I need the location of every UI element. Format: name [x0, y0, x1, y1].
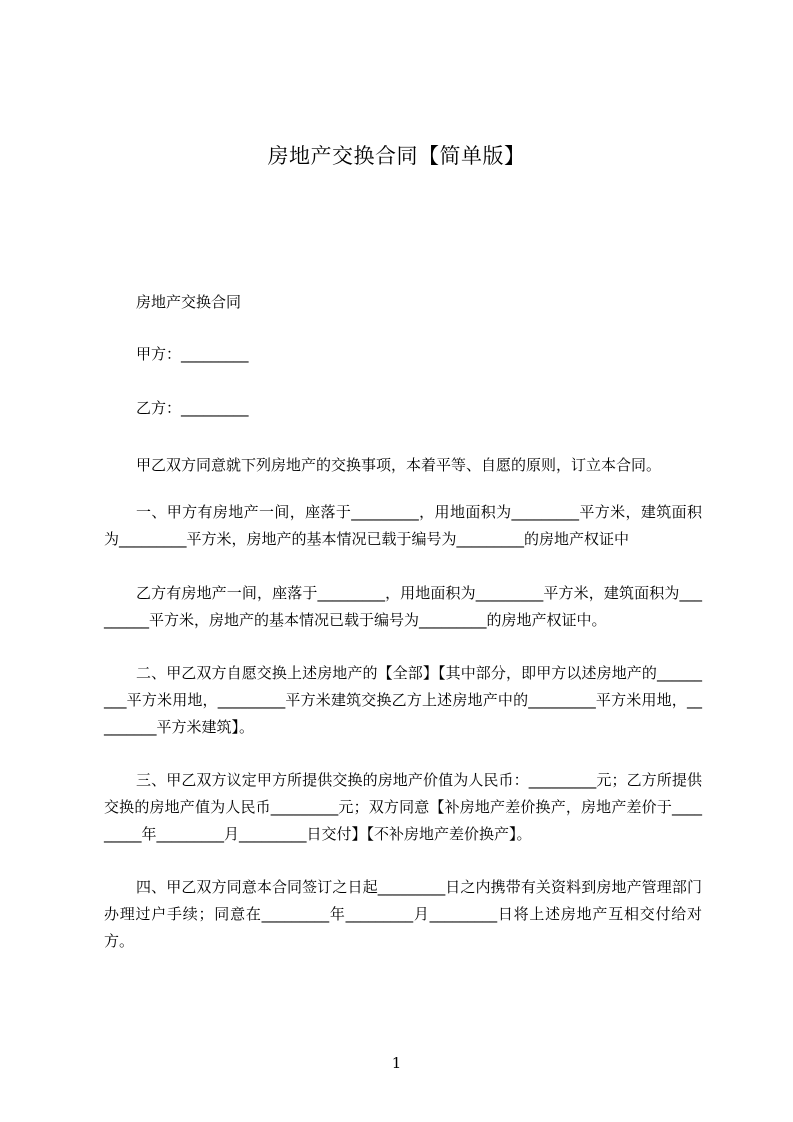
- contract-heading: 房地产交换合同: [136, 293, 242, 311]
- article-3-paragraph: 三、甲乙双方议定甲方所提供交换的房地产价值为人民币：_________元；乙方所提供交换的房地产值为人民币_________元；双方同意【补房地产差价换产，房地产差价于_________年_________月_________日交付】【不补房地产差价换产】。: [104, 771, 702, 843]
- party-a-line: 甲方：_________: [136, 345, 249, 363]
- document-title: 房地产交换合同【简单版】: [267, 144, 526, 168]
- intro-paragraph: 甲乙双方同意就下列房地产的交换事项，本着平等、自愿的原则，订立本合同。: [136, 456, 662, 474]
- article-4-paragraph: 四、甲乙双方同意本合同签订之日起_________日之内携带有关资料到房地产管理部门办理过户手续；同意在_________年_________月_________日将上述房地产互相交付给对方。: [104, 878, 702, 950]
- party-b-line: 乙方：_________: [136, 399, 249, 417]
- article-2-paragraph: 二、甲乙双方自愿交换上述房地产的【全部】【其中部分，即甲方以述房地产的_________平方米用地，_________平方米建筑交换乙方上述房地产中的_________平方米用地，_________平方米建筑】。: [104, 664, 702, 736]
- article-1-party-a-paragraph: 一、甲方有房地产一间，座落于_________，用地面积为_________平方米，建筑面积为_________平方米，房地产的基本情况已载于编号为_________的房地产权证中: [104, 503, 702, 548]
- page-number: 1: [391, 1054, 402, 1072]
- article-1-party-b-paragraph: 乙方有房地产一间，座落于_________，用地面积为_________平方米，建筑面积为_________平方米，房地产的基本情况已载于编号为_________的房地产权证中。: [104, 584, 702, 629]
